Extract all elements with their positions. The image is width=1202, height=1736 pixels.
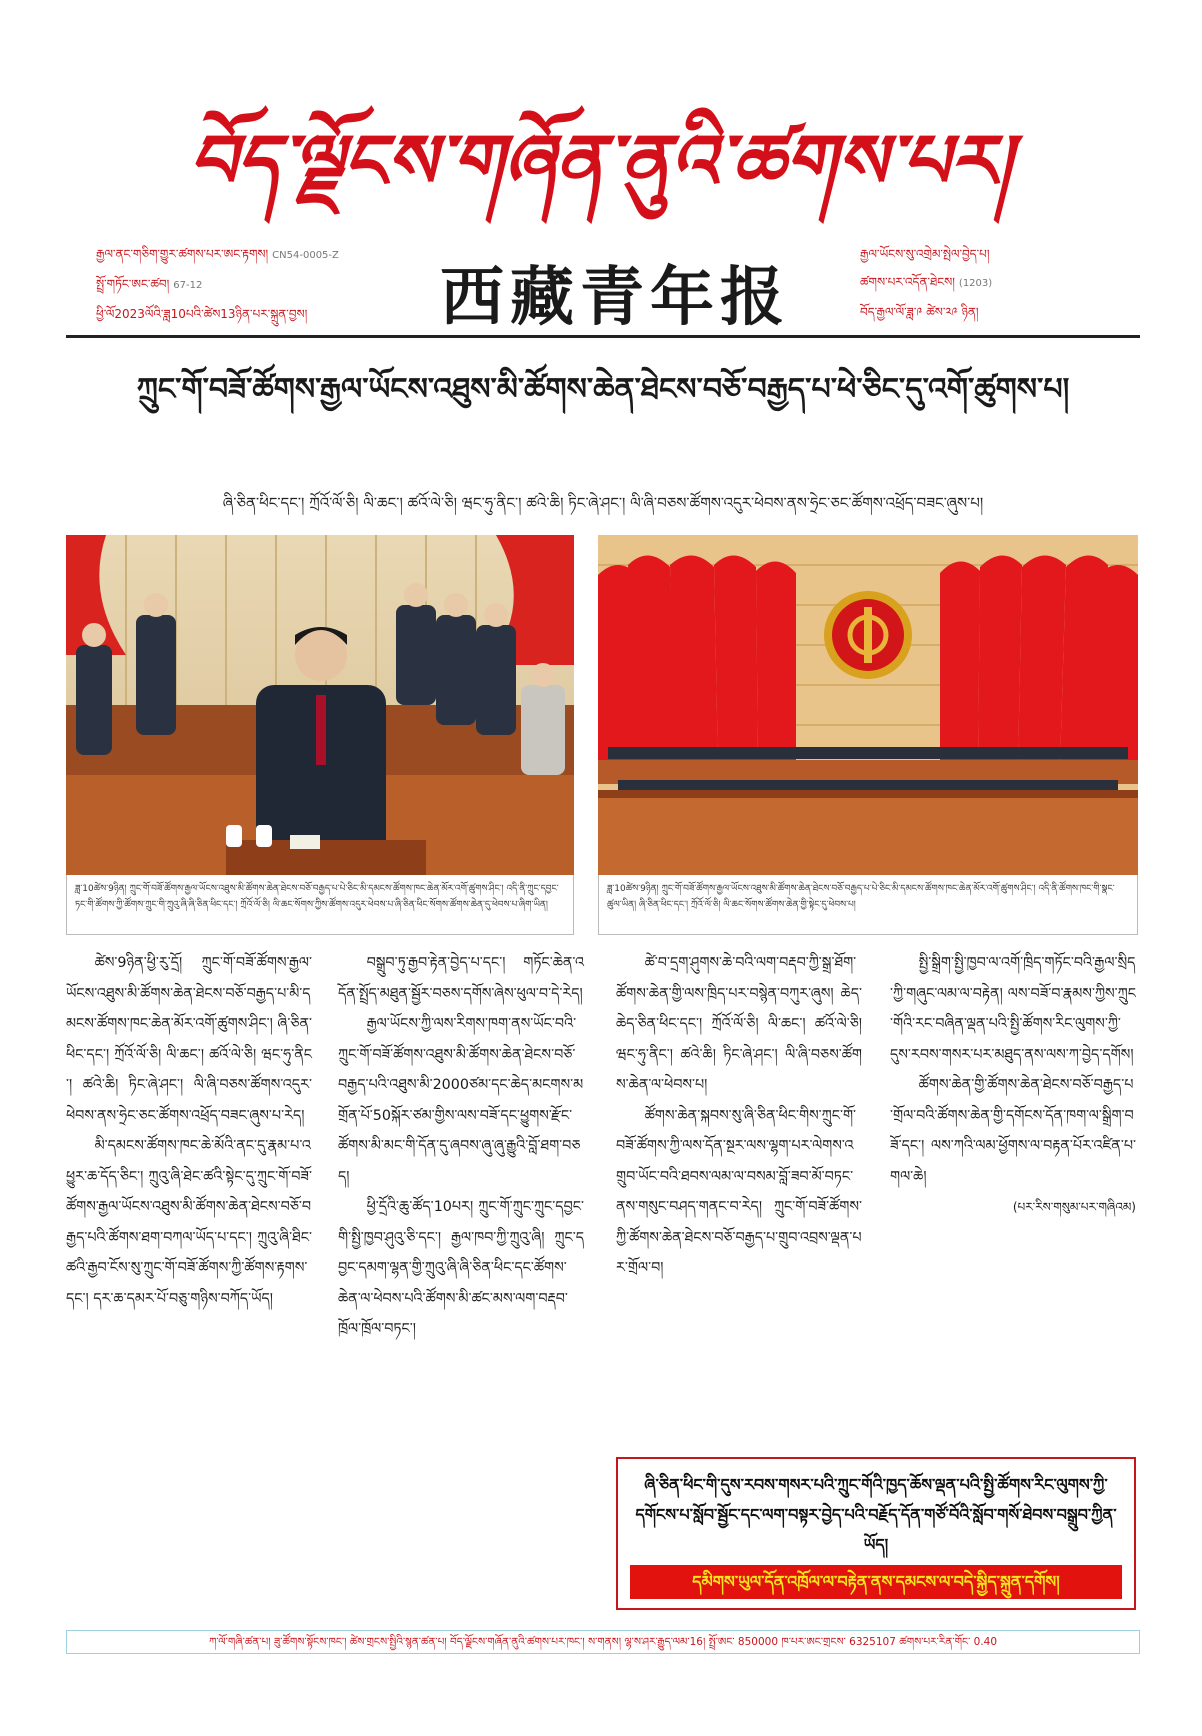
article-column-4	[890, 948, 1136, 1418]
masthead-title-text: བོད་ལྗོངས་གཞོན་ནུའི་ཚགས་པར།	[188, 119, 1012, 205]
masthead-divider	[66, 335, 1140, 338]
meta-line: བོད་རྒྱལ་ལོ་ཟླ་༩ ཚེས་༢༩ ཉིན།	[860, 305, 979, 319]
article-paragraph: མི་དམངས་ཚོགས་ཁང་ཆེ་མོའི་ནང་དུ་རྣམ་པ་འཕྱུར་ཆ་དོད་ཅིང་། ཀྲུའུ་ཞི་ཐེང་ཚའི་སྟེང་དུ་ཀྲུང་གོ་བཟོ་ཚོགས་རྒྱལ་ཡོངས་འཐུས་མི་ཚོགས་ཆེན་ཐེངས་བཅོ་བརྒྱད་པའི་ཚོགས་ཐག་བཀལ་ཡོད་པ་དང་། ཀྲུའུ་ཞི་ཐིང་ཚའི་རྒྱབ་ངོས་སུ་ཀྲུང་གོ་བཟོ་ཚོགས་ཀྱི་ཚོགས་རྟགས་དང་། དར་ཆ་དམར་པོ་བཅུ་གཉིས་བཀོད་ཡོད།	[66, 1138, 312, 1307]
photo-left	[66, 535, 574, 875]
article-column-2	[338, 948, 584, 1345]
article-paragraph: བསྒྲུབ་ཏུ་རྒྱབ་རྟེན་བྱེད་པ་དང་། གཏོང་ཆེན་འདོན་སྤྲོད་མཐུན་སྦྱོར་བཅས་དགོས་ཞེས་ཕུལ་བ་དེ་རེད།	[338, 955, 584, 1002]
article-paragraph: ཚེ་བ་དྲག་ཤུགས་ཆེ་བའི་ལག་བརྡབ་ཀྱི་སྒྲ་ཐོག་ཚོགས་ཆེན་གྱི་ལས་ཁྲིད་པར་བསྙེན་བཀུར་ཞུས། ཆེད་ཆེད་ཅིན་ཕིང་དང་། ཀྲོའོ་ལོ་ཅི། ལི་ཆང་། ཚའོ་ལེ་ཅི། ཝང་ཧུ་ནིང་། ཚའེ་ཆི། ཏིང་ཞེ་ཤང་། ལི་ཞི་བཅས་ཚོགས་ཆེན་ལ་ཕེབས་པ།	[616, 955, 862, 1093]
article-paragraph: ཕྱི་དྲོའི་ཆུ་ཚོད་10པར། ཀྲུང་གོ་ཀྲུང་ཀྲུང་དབྱང་གི་སྤྱི་ཁྱབ་ཤུའུ་ཅི་དང་། རྒྱལ་ཁབ་ཀྱི་ཀྲུའུ་ཞི། ཀྲུང་དབྱང་དམག་ལྷན་གྱི་ཀྲུའུ་ཞི་ཞི་ཅིན་ཕིང་དང་ཚོགས་ཆེན་ལ་ཕེབས་པའི་ཚོགས་མི་ཚང་མས་ལག་བརྡབ་ཁྲོལ་ཁྲོལ་བཏང་།	[338, 1199, 584, 1337]
notice-text: ཞི་ཅིན་ཕིང་གི་དུས་རབས་གསར་པའི་ཀྲུང་གོའི་ཁྱད་ཆོས་ལྡན་པའི་སྤྱི་ཚོགས་རིང་ལུགས་ཀྱི་དགོངས་པ་སློབ་སྦྱོང་དང་ལག་བསྟར་བྱེད་པའི་བརྗོད་དོན་གཙོ་བོའི་སློབ་གསོ་ཐེབས་བསྒྲུབ་ཀྱིན་ཡོད།	[635, 1475, 1117, 1554]
footer-info: ཀ་ལོ་གཞི་ཚན་པ། ཟུ་ཚོགས་སྟོངས་ཁང་། ཚེས་གྲངས་སྤྱིའི་སྙན་ཚན་པ། བོད་ལྗོངས་གཞོན་ནུའི་ཚགས་པར་ཁང་། ས་གནས། ལྷ་ས་ཤར་རྒྱུད་ལམ་16། སྤྲོ་ཨང་ 850000 ཁ་པར་ཨང་གྲངས་ 6325107 ཚགས་པར་རིན་གོང་ 0.40	[66, 1630, 1140, 1654]
chinese-title: 西藏青年报	[440, 260, 790, 335]
photo-right	[598, 535, 1138, 875]
headline: ཀྲུང་གོ་བཟོ་ཚོགས་རྒྱལ་ཡོངས་འཐུས་མི་ཚོགས་ཆེན་ཐེངས་བཅོ་བརྒྱད་པ་ཕེ་ཅིང་དུ་འགོ་ཚུགས་པ།	[136, 372, 1070, 407]
article-column-3	[616, 948, 862, 1418]
article-paragraph: ཚེས་9ཉིན་ཕྱི་རུ་དྲོ། ཀྲུང་གོ་བཟོ་ཚོགས་རྒྱལ་ཡོངས་འཐུས་མི་ཚོགས་ཆེན་ཐེངས་བཅོ་བརྒྱད་པ་མི་དམངས་ཚོགས་ཁང་ཆེན་མོར་འགོ་ཚུགས་ཤིང་། ཞི་ཅིན་ཕིང་དང་། ཀྲོའོ་ལོ་ཅི། ལི་ཆང་། ཚའོ་ལེ་ཅི། ཝང་ཧུ་ནིང་། ཚའེ་ཆི། ཏིང་ཞེ་ཤང་། ལི་ཞི་བཅས་ཚོགས་འདུར་ཕེབས་ནས་ཧྲེང་ཅང་ཚོགས་འཕྲོད་བཟང་ཞུས་པ་རེད།	[66, 955, 312, 1124]
meta-line: རྒྱལ་ནང་གཅིག་གྱུར་ཚགས་པར་ཨང་རྟགས། CN54-0005-Z	[96, 247, 339, 261]
article-paragraph: སྤྱི་སྒྲིག་སྤྱི་ཁྱབ་ལ་འགོ་ཁྲིད་གཏོང་བའི་རྒྱལ་སྲིད་ཀྱི་གཞུང་ལམ་ལ་བརྟེན། ལས་བཟོ་བ་རྣམས་ཀྱིས་ཀྲུང་གོའི་རང་བཞིན་ལྡན་པའི་སྤྱི་ཚོགས་རིང་ལུགས་ཀྱི་དུས་རབས་གསར་པར་མཐུད་ནས་ལས་ཀ་བྱེད་དགོས།	[890, 955, 1136, 1063]
masthead-meta-right	[860, 240, 1150, 326]
photo-right-caption: ཟླ་10ཚེས་9ཉིན། ཀྲུང་གོ་བཟོ་ཚོགས་རྒྱལ་ཡོངས་འཐུས་མི་ཚོགས་ཆེན་ཐེངས་བཅོ་བརྒྱད་པ་པེ་ཅིང་མི་དམངས་ཚོགས་ཁང་ཆེན་མོར་འགོ་ཚུགས་ཤིང་། འདི་ནི་ཚོགས་ཁང་གི་སྣང་ཚུལ་ཡིན། ཞི་ཅིན་ཕིང་དང་། ཀྲོའོ་ལོ་ཅི། ལི་ཆང་སོགས་ཚོགས་ཆེན་གྱི་སྟེང་དུ་ཕེབས་པ།	[598, 875, 1138, 935]
article-paragraph: ཚོགས་ཆེན་གྱི་ཚོགས་ཆེན་ཐེངས་བཅོ་བརྒྱད་པ་གྲོལ་བའི་ཚོགས་ཆེན་གྱི་དགོངས་དོན་ཁག་ལ་སྒྲིག་བཟོ་དང་། ལས་ཀའི་ལམ་ཕྱོགས་ལ་བརྟན་པོར་འཛིན་པ་གལ་ཆེ།	[890, 1077, 1136, 1185]
notice-banner: དམིགས་ཡུལ་དོན་འཁྲོལ་ལ་བརྟེན་ནས་དམངས་ལ་བདེ་སྐྱིད་སྐྲུན་དགོས།	[630, 1565, 1122, 1599]
article-paragraph: ཚོགས་ཆེན་སྐབས་སུ་ཞི་ཅིན་ཕིང་གིས་ཀྲུང་གོ་བཟོ་ཚོགས་ཀྱི་ལས་དོན་སྔར་ལས་ལྷག་པར་ལེགས་འགྲུབ་ཡོང་བའི་ཐབས་ལམ་ལ་བསམ་བློ་ཟབ་མོ་བཏང་ནས་གསུང་བཤད་གནང་བ་རེད། ཀྲུང་གོ་བཟོ་ཚོགས་ཀྱི་ཚོགས་ཆེན་ཐེངས་བཅོ་བརྒྱད་པ་གྲུབ་འབྲས་ལྡན་པར་གྲོལ་བ།	[616, 1107, 862, 1276]
meta-line: ཚགས་པར་འདོན་ཐེངས། (1203)	[860, 275, 993, 289]
masthead-meta-left	[96, 240, 476, 328]
photo-left-caption: ཟླ་10ཚེས་9ཉིན། ཀྲུང་གོ་བཟོ་ཚོགས་རྒྱལ་ཡོངས་འཐུས་མི་ཚོགས་ཆེན་ཐེངས་བཅོ་བརྒྱད་པ་པེ་ཅིང་མི་དམངས་ཚོགས་ཁང་ཆེན་མོར་འགོ་ཚུགས་ཤིང་། འདི་ནི་ཀྲུང་དབྱང་ཏང་གི་ཚོགས་ཀྱི་ཚོགས་ཀྲུང་གི་ཀྲུའུ་ཞི་ཞི་ཅིན་ཕིང་དང་། ཀྲོའོ་ལོ་ཅི། ལི་ཆང་སོགས་ཀྱིས་ཚོགས་འདུར་ཕེབས་པ་ཞི་ཅིན་ཕིང་སོགས་ཚོགས་ཆེན་དུ་ཕེབས་པ་ཞིག་ཡིན།	[66, 875, 574, 935]
article-column-1	[66, 948, 312, 1314]
subheadline: ཞི་ཅིན་ཕིང་དང་། ཀྲོའོ་ལོ་ཅི། ལི་ཆང་། ཚའོ་ལེ་ཅི། ཝང་ཧུ་ནིང་། ཚའེ་ཆི། ཏིང་ཞེ་ཤང་། ལི་ཞི་བཅས་ཚོགས་འདུར་ཕེབས་ནས་ཧྲེང་ཅང་ཚོགས་འཕྲོད་བཟང་ཞུས་པ།	[222, 494, 984, 512]
meta-line: རྒྱལ་ཡོངས་སུ་འགྲེམ་སྤེལ་བྱེད་པ།	[860, 247, 990, 261]
meta-line: ཕྱི་ལོ2023ལོའི་ཟླ10པའི་ཚེས13ཉིན་པར་སྐྲུན་བྱས།	[96, 307, 308, 321]
article-paragraph: རྒྱལ་ཡོངས་ཀྱི་ལས་རིགས་ཁག་ནས་ཡོང་བའི་ཀྲུང་གོ་བཟོ་ཚོགས་འཐུས་མི་ཚོགས་ཆེན་ཐེངས་བཅོ་བརྒྱད་པའི་འཐུས་མི་2000ཙམ་དང་ཆེད་མངགས་མགྲོན་པོ་50སྐོར་ཙམ་གྱིས་ལས་བཟོ་དང་ཕྱུགས་རྫོང་ཚོགས་མི་མང་གི་དོན་དུ་ཞབས་ཞུ་ཞུ་རྒྱུའི་བློ་ཐག་བཅད།	[338, 1016, 584, 1185]
meta-line: སྤྲོ་གཏོང་ཨང་ཚབ། 67-12	[96, 277, 203, 291]
masthead-logo	[150, 95, 1050, 235]
article-byline: (པར་རིས་གསུམ་པར་གཞིའམ)	[1012, 1200, 1136, 1214]
